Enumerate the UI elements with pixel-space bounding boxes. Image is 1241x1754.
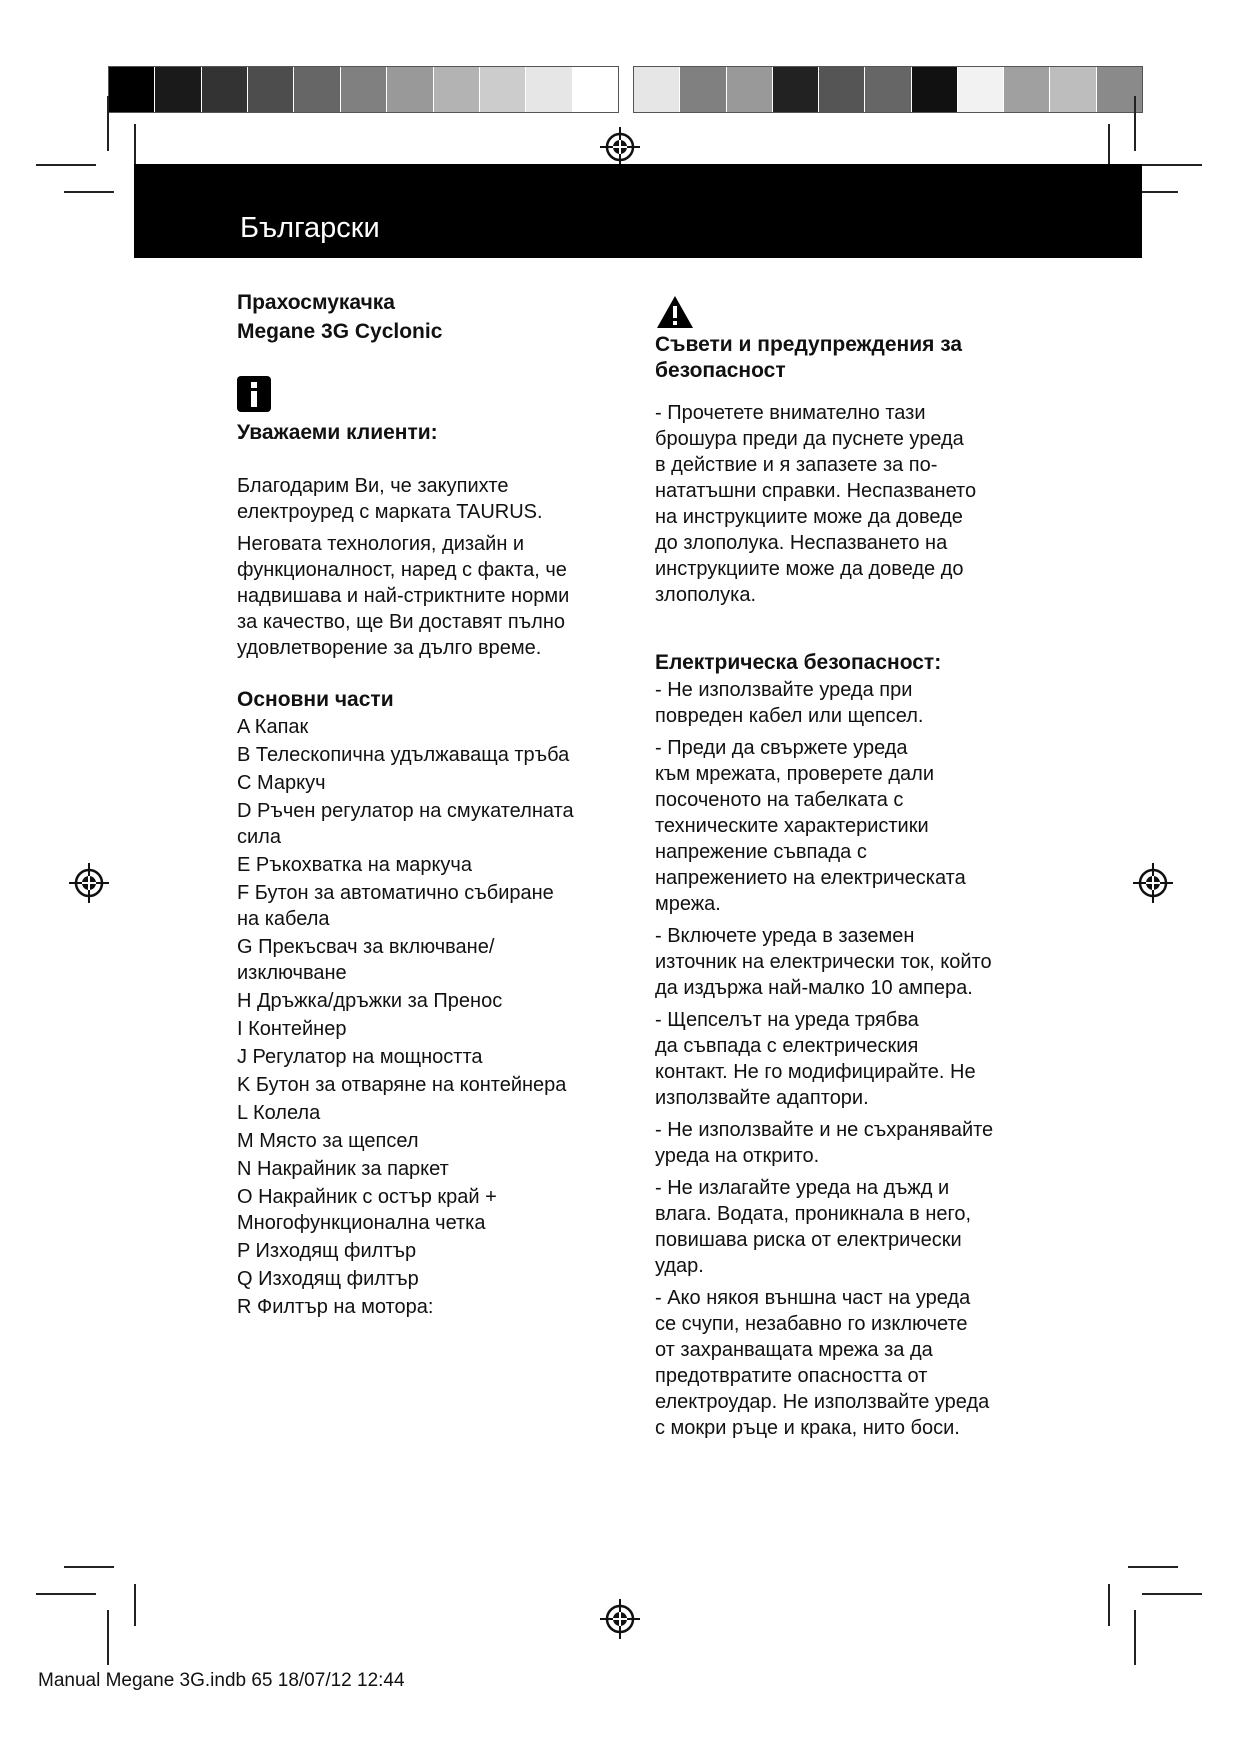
color-swatch [434, 67, 480, 112]
crop-mark [107, 1610, 109, 1665]
color-swatch [680, 67, 726, 112]
right-column [655, 288, 1055, 1447]
left-column [237, 288, 637, 1322]
parts-list-item: R Филтър на мотора: [237, 1296, 434, 1318]
color-bar-right [633, 66, 1143, 113]
crop-mark [107, 96, 109, 151]
color-swatch [387, 67, 433, 112]
color-swatch [526, 67, 572, 112]
safety-text [655, 400, 1055, 608]
language-header [134, 164, 1142, 258]
parts-list-item: A Капак [237, 716, 309, 738]
safety-heading: Съвети и предупреждения за безопасност [655, 333, 963, 382]
electrical-list-item: - Преди да свържете уреда към мрежата, проверете дали посоченото на табелката с техническите характеристики напрежение съвпада с напрежението на електрическата мрежа. [655, 737, 966, 915]
greeting-heading: Уважаеми клиенти: [237, 421, 438, 444]
electrical-list-item: - Не използвайте уреда при повреден кабел или щепсел. [655, 679, 924, 727]
crop-mark [1134, 1610, 1136, 1665]
parts-list-item: F Бутон за автоматично събиране на кабела [237, 882, 554, 930]
registration-mark-icon [1133, 863, 1173, 903]
parts-list-item: E Ръкохватка на маркуча [237, 854, 472, 876]
parts-heading: Основни части [237, 688, 394, 711]
parts-list-item: G Прекъсвач за включване/ изключване [237, 936, 495, 984]
parts-list-item: H Дръжка/дръжки за Пренос [237, 990, 503, 1012]
color-swatch [294, 67, 340, 112]
crop-mark [1108, 1584, 1110, 1626]
registration-mark-icon [69, 863, 109, 903]
crop-mark [1108, 124, 1110, 166]
electrical-list-item: - Включете уреда в заземен източник на електрически ток, който да издържа най-малко 10 ампера. [655, 925, 992, 999]
page-title: Български [240, 212, 380, 244]
color-swatch [958, 67, 1004, 112]
electrical-list-item: - Щепселът на уреда трябва да съвпада с електрическия контакт. Не го модифицирайте. Не използвайте адаптори. [655, 1009, 976, 1109]
crop-mark [1142, 164, 1202, 166]
color-swatch [819, 67, 865, 112]
parts-list-item: C Маркуч [237, 772, 326, 794]
color-swatch [202, 67, 248, 112]
product-title: Прахосмукачка Megane 3G Cyclonic [237, 291, 443, 343]
electrical-list-item: - Ако някоя външна част на уреда се счупи, незабавно го изключете от захранващата мрежа за да предотвратите опасността от електроудар. Не използвайте уреда с мокри ръце и крака, нито боси. [655, 1287, 990, 1439]
parts-list-item: K Бутон за отваряне на контейнера [237, 1074, 567, 1096]
crop-mark [64, 191, 114, 193]
color-swatch [865, 67, 911, 112]
color-bar-left [108, 66, 619, 113]
color-swatch [912, 67, 958, 112]
crop-mark [64, 1566, 114, 1568]
crop-mark [134, 1584, 136, 1626]
parts-list-item: B Телескопична удължаваща тръба [237, 744, 570, 766]
color-swatch [109, 67, 155, 112]
crop-mark [134, 124, 136, 166]
crop-mark [36, 1593, 96, 1595]
greeting-text [237, 473, 637, 661]
electrical-list-item: - Не използвайте и не съхранявайте уреда на открито. [655, 1119, 994, 1167]
safety-paragraph: - Прочетете внимателно тази брошура преди да пуснете уреда в действие и я запазете за по- нататъшни справки. Неспазването на инструкциите може да доведе до злополука. Неспазването на инструкциите може да доведе до злополука. [655, 402, 977, 606]
parts-list-item: Q Изходящ филтър [237, 1268, 419, 1290]
electrical-heading: Електрическа безопасност: [655, 651, 942, 674]
crop-mark [36, 164, 96, 166]
electrical-list [655, 677, 1055, 1441]
parts-list [237, 714, 637, 1320]
electrical-list-item: - Не излагайте уреда на дъжд и влага. Водата, проникнала в него, повишава риска от електрически удар. [655, 1177, 972, 1277]
crop-mark [1134, 96, 1136, 151]
color-swatch [341, 67, 387, 112]
parts-list-item: L Колела [237, 1102, 321, 1124]
color-swatch [248, 67, 294, 112]
crop-mark [1142, 1593, 1202, 1595]
registration-mark-icon [600, 1599, 640, 1639]
color-swatch [773, 67, 819, 112]
registration-mark-icon [600, 127, 640, 167]
color-swatch [1004, 67, 1050, 112]
parts-list-item: N Накрайник за паркет [237, 1158, 449, 1180]
warning-icon [655, 294, 695, 330]
file-info-footer: Manual Megane 3G.indb 65 18/07/12 12:44 [38, 1670, 405, 1691]
color-swatch [573, 67, 618, 112]
greeting-paragraph: Благодарим Ви, че закупихте електроуред с марката TAURUS. [237, 475, 543, 523]
info-icon [237, 376, 271, 412]
parts-list-item: J Регулатор на мощността [237, 1046, 483, 1068]
color-swatch [634, 67, 680, 112]
crop-mark [1128, 1566, 1178, 1568]
color-swatch [727, 67, 773, 112]
greeting-paragraph: Неговата технология, дизайн и функционалност, наред с факта, че надвишава и най-стриктните норми за качество, ще Ви доставят пълно удовлетворение за дълго време. [237, 533, 570, 659]
parts-list-item: D Ръчен регулатор на смукателната сила [237, 800, 574, 848]
parts-list-item: P Изходящ филтър [237, 1240, 417, 1262]
parts-list-item: I Контейнер [237, 1018, 347, 1040]
parts-list-item: O Накрайник с остър край + Многофункционална четка [237, 1186, 497, 1234]
color-swatch [155, 67, 201, 112]
color-swatch [480, 67, 526, 112]
color-swatch [1050, 67, 1096, 112]
parts-list-item: M Място за щепсел [237, 1130, 419, 1152]
